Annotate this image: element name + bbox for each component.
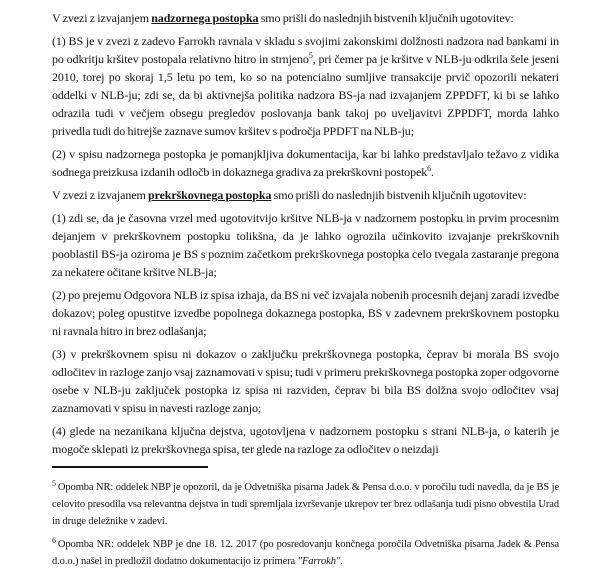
section-1-item-2 bbox=[52, 145, 559, 181]
footnote-6-text-end: . bbox=[340, 556, 343, 567]
section-1-item-2-text: (2) v spisu nadzornega postopka je pomanjkljiva dokumentacija, kar bi lahko predstavljalo težavo z vidika sodnega preizkusa izdanih odločb in dokaznega gradiva za prekrškovni postopek bbox=[52, 147, 559, 179]
document-body bbox=[52, 9, 559, 463]
footnote-ref-6: 6 bbox=[427, 164, 432, 173]
section-2-item-2-text: (2) po prejemu Odgovora NLB iz spisa izhaja, da BS ni več izvajala nobenih procesnih dejanj zaradi izvedbe dokazov; poleg opustitve izvedbe popolnega dokaznega postopka, BS v zadevnem prekrškovnem postopku ni ravnala hitro in brez odlašanja; bbox=[52, 288, 559, 338]
section-1-item-1-text: (1) BS je v zvezi z zadevo Farrokh ravnala v skladu s svojimi zakonskimi dolžnosti nadzora nad bankami in po odkritju kršitev postopala relativno hitro in strnjeno bbox=[52, 34, 559, 66]
footnote-area bbox=[52, 466, 559, 576]
footnote-6-marker: 6 bbox=[52, 535, 56, 545]
section-1-heading-post: smo prišli do naslednjih bistvenih ključnih ugotovitev: bbox=[258, 11, 514, 25]
footnote-6 bbox=[52, 536, 559, 570]
section-2-item-2 bbox=[52, 286, 559, 340]
section-2-item-1 bbox=[52, 209, 559, 281]
section-1-heading bbox=[52, 9, 559, 27]
section-2-item-3-text: (3) v prekrškovnem spisu ni dokazov o zaključku prekrškovnega postopka, čeprav bi morala BS svojo odločitev in razloge zanjo vsaj zaznamovati v spisu; tudi v primeru prekrškovnega postopka zoper odgovorne osebe v NLB-ju zaključek postopka iz spisa ni razviden, čeprav bi bila BS dolžna svojo odločitev vsaj zaznamovati v spisu in navesti razloge zanjo; bbox=[52, 347, 559, 415]
section-1-heading-pre: V zvezi z izvajanjem bbox=[52, 11, 152, 25]
section-1-heading-emphasis: nadzornega postopka bbox=[151, 11, 259, 25]
footnote-separator-rule bbox=[52, 466, 208, 468]
section-2-item-4 bbox=[52, 422, 559, 458]
section-1-item-2-text-cont: . bbox=[431, 165, 434, 179]
footnote-6-text: Opomba NR: oddelek NBP je dne 18. 12. 2017 (po posredovanju končnega poročila Odvetniška pisarna Jadek & Pensa d.o.o.) našel in predložil dodatno dokumentacijo iz primera bbox=[52, 539, 559, 567]
section-1-item-1-text-cont: , pri čemer pa je kršitve v NLB-ju odkrila šele jeseni 2010, torej po skoraj 1,5 letu po tem, ko so na potencialno sumljive transakcije prvič opozorili nekateri oddelki v NLB-ju; zdi se, da bi aktivnejša politika nadzora BS-ja nad izvajanjem ZPPDFT, ki bi se lahko odrazila tudi v večjem obsegu pregledov poslovanja bank takoj po uveljavitvi ZPPDFT, morda lahko privedla tudi do hitrejše zaznave sumov kršitev s področja PPDFT na NLB-ju; bbox=[52, 52, 559, 138]
footnote-6-case-name: "Farrokh" bbox=[297, 556, 341, 567]
section-2-item-4-text: (4) glede na nezanikana ključna dejstva, ugotovljena v nadzornem postopku s strani NLB-ja, o katerih je mogoče sklepati iz prekrškovnega spisa, ter glede na razloge za odločitev o neizdaji bbox=[52, 424, 559, 456]
section-1-item-1 bbox=[52, 32, 559, 140]
section-2-item-3 bbox=[52, 345, 559, 417]
footnote-ref-5: 5 bbox=[308, 51, 313, 60]
footnote-5-marker: 5 bbox=[52, 478, 56, 488]
section-2-heading-pre: V zvezi z izvajanem bbox=[52, 188, 148, 202]
footnote-5 bbox=[52, 479, 559, 530]
section-2-heading-emphasis: prekrškovnega postopka bbox=[148, 188, 272, 202]
section-2-item-1-text: (1) zdi se, da je časovna vrzel med ugotovitvijo kršitve NLB-ja v nadzornem postopku in prvim procesnim dejanjem v prekrškovnem postopku tolikšna, da je lahko ogrozila učinkovito izvajanje prekrškovnih pooblastil BS-ja oziroma je BS s poznim začetkom prekrškovnega postopka celo tvegala zastaranje pregona za nekatere očitane kršitve NLB-ja; bbox=[52, 211, 559, 279]
footnote-5-text: Opomba NR: oddelek NBP je opozoril, da je Odvetniška pisarna Jadek & Pensa d.o.o. v poročilu tudi navedla, da je BS je celovito presodila vsa relevantna dejstva in tudi spremljala izvrševanje ukrepov ter brez odlašanja tudi pisno obvestila Urad in druge deležnike v zadevi. bbox=[52, 482, 559, 527]
section-2-heading bbox=[52, 186, 559, 204]
section-2-heading-post: smo prišli do naslednjih bistvenih ključnih ugotovitev: bbox=[271, 188, 527, 202]
